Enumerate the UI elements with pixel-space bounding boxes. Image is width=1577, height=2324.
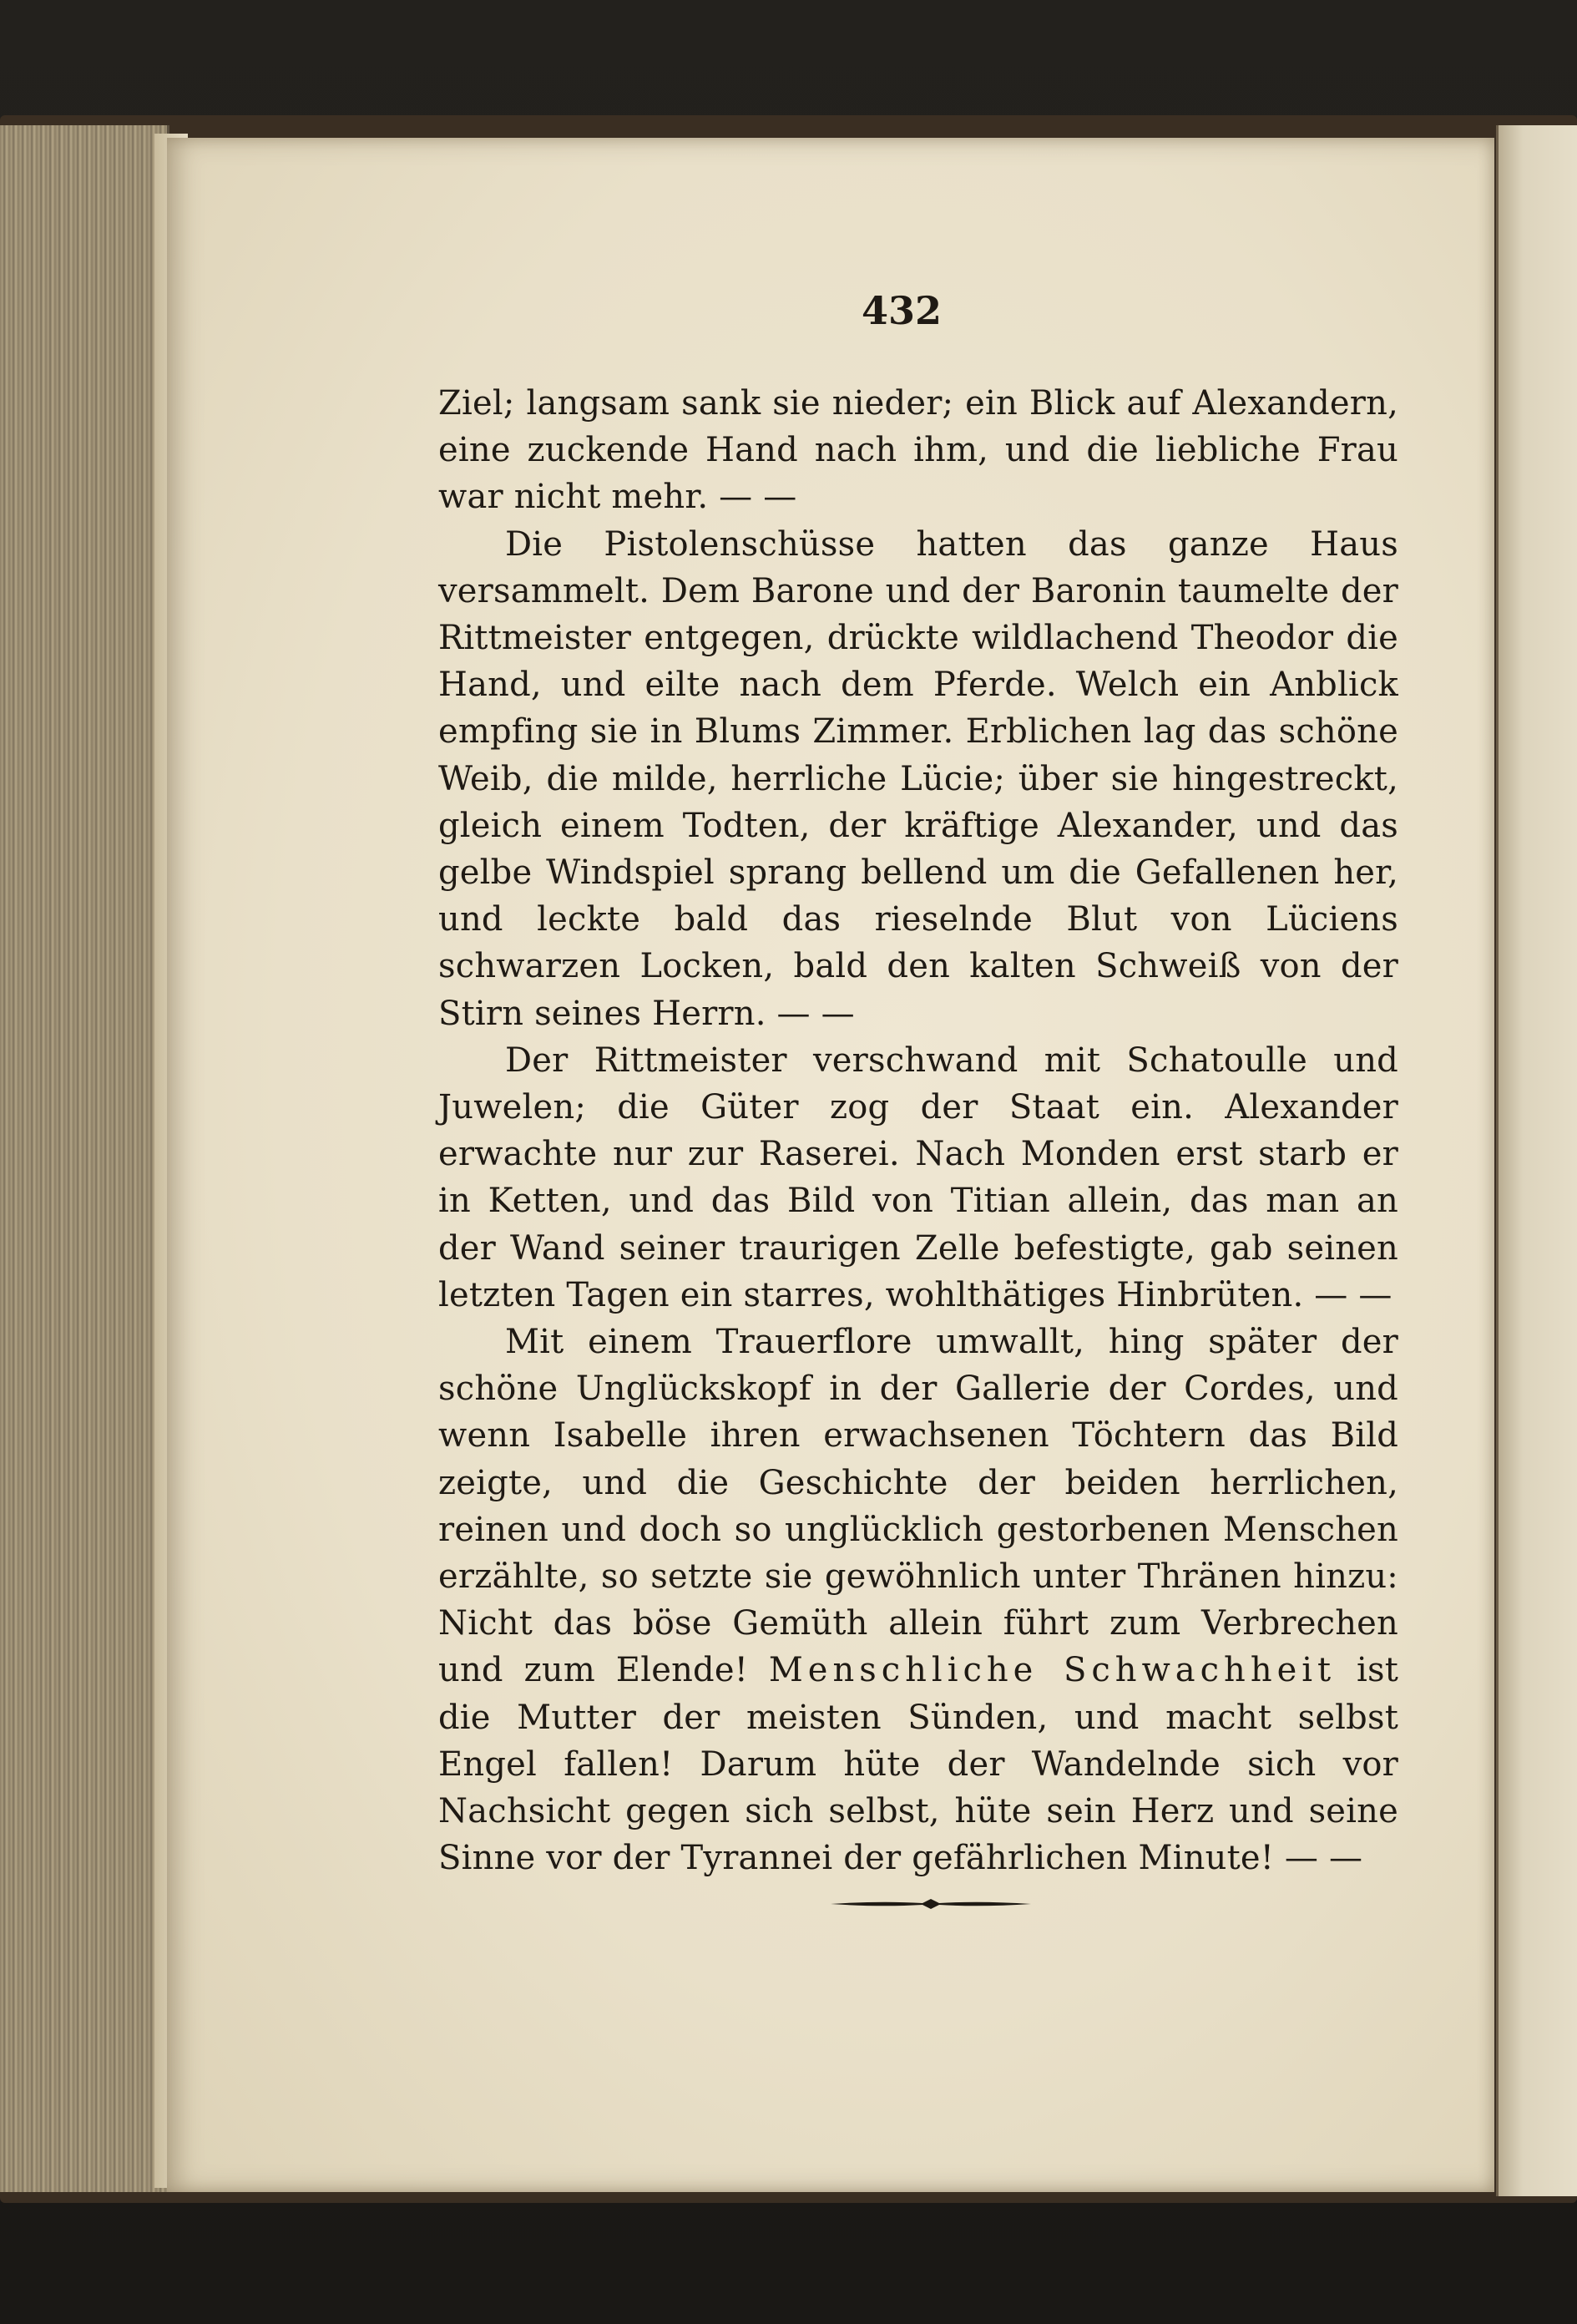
paragraph-2: Die Pistolenschüsse hatten das ganze Haus versammelt. Dem Barone und der Baronin taumelte der Rittmeister entgegen, drückte wildlachend Theodor die Hand, und eilte nach dem Pferde. Welch ein Anblick empfing sie in Blums Zimmer. Erblichen lag das schöne Weib, die milde, herrliche Lücie; über sie hingestreckt, gleich einem Todten, der kräftige Alexander, und das gelbe Windspiel sprang bellend um die Gefallenen her, und leckte bald das rieselnde Blut von Lüciens schwarzen Locken, bald den kalten Schweiß von der Stirn seines Herrn. — — bbox=[438, 524, 1398, 1033]
paragraph-4-before: Mit einem Trauerflore umwallt, hing später der schöne Unglückskopf in der Gallerie der Cordes, und wenn Isabelle ihren erwachsenen Töchtern das Bild zeigte, und die Geschichte der beiden herrlichen, reinen und doch so unglücklich gestorbenen Menschen erzählte, so setzte sie gewöhnlich unter Thränen hinzu: Nicht das böse Gemüth allein führt zum Verbrechen und zum Elende! bbox=[438, 1323, 1398, 1690]
page-text bbox=[438, 380, 1398, 1882]
opposite-page-edge bbox=[1496, 125, 1577, 2196]
paragraph-4 bbox=[438, 1319, 1398, 1881]
emphasized-phrase: Menschliche Schwachheit bbox=[768, 1651, 1337, 1690]
paragraph-1: Ziel; langsam sank sie nieder; ein Blick auf Alexandern, eine zuckende Hand nach ihm, und die liebliche Frau war nicht mehr. — — bbox=[438, 384, 1398, 517]
end-ornament bbox=[831, 1896, 1031, 1912]
paragraph-3: Der Rittmeister verschwand mit Schatoulle und Juwelen; die Güter zog der Staat ein. Alexander erwachte nur zur Raserei. Nach Monden erst starb er in Ketten, und das Bild von Titian allein, das man an der Wand seiner traurigen Zelle befestigte, gab seinen letzten Tagen ein starres, wohlthätiges Hinbrüten. — — bbox=[438, 1040, 1398, 1314]
page-edges bbox=[0, 125, 169, 2192]
page-number: 432 bbox=[861, 288, 943, 333]
paragraph-4-after: ist die Mutter der meisten Sünden, und macht selbst Engel fallen! Darum hüte der Wandelnde sich vor Nachsicht gegen sich selbst, hüte sein Herz und seine Sinne vor der Tyrannei der gefährlichen Minute! — — bbox=[438, 1651, 1398, 1878]
